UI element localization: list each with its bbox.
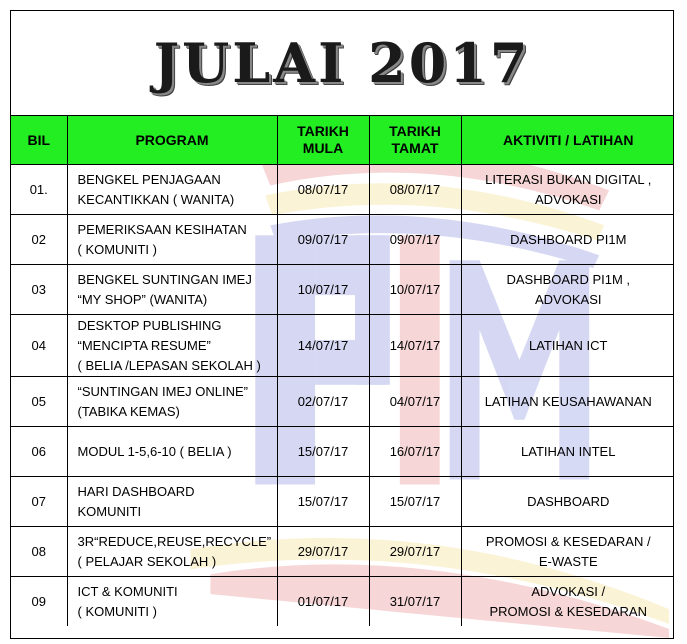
cell-aktiviti-line: LATIHAN ICT <box>529 337 608 353</box>
cell-tarikh-tamat <box>369 165 461 215</box>
cell-program-line: PEMERIKSAAN KESIHATAN <box>77 221 247 237</box>
cell-bil-line: 04 <box>31 337 46 353</box>
cell-program-line: ( BELIA /LEPASAN SEKOLAH ) <box>77 357 261 373</box>
cell-aktiviti-line: PROMOSI & KESEDARAN <box>489 603 647 619</box>
cell-bil <box>11 215 67 265</box>
title-bar <box>11 11 673 116</box>
cell-tarikh-mula <box>277 215 369 265</box>
cell-aktiviti-line: ADVOKASI / <box>531 583 606 599</box>
header-aktiviti: AKTIVITI / LATIHAN <box>461 116 674 165</box>
schedule-frame <box>10 10 674 639</box>
cell-tarikh-mula-line: 10/07/17 <box>297 281 349 297</box>
cell-program-line: ( KOMUNITI ) <box>77 241 157 257</box>
cell-aktiviti-line: ADVOKASI <box>535 291 602 307</box>
cell-program-line: “MENCIPTA RESUME” <box>77 337 211 353</box>
cell-aktiviti <box>461 577 674 627</box>
cell-aktiviti <box>461 527 674 577</box>
cell-tarikh-tamat-line: 10/07/17 <box>389 281 441 297</box>
cell-program <box>67 477 277 527</box>
cell-bil-line: 08 <box>31 543 46 559</box>
cell-aktiviti <box>461 477 674 527</box>
cell-program <box>67 265 277 315</box>
cell-bil-line: 09 <box>31 593 46 609</box>
cell-aktiviti <box>461 377 674 427</box>
cell-tarikh-tamat <box>369 377 461 427</box>
cell-program <box>67 427 277 477</box>
table-row <box>11 165 674 215</box>
header-tarikh-tamat: TARIKH TAMAT <box>369 116 461 165</box>
cell-tarikh-tamat-line: 29/07/17 <box>389 543 441 559</box>
cell-tarikh-tamat-line: 04/07/17 <box>389 393 441 409</box>
header-program: PROGRAM <box>67 116 277 165</box>
cell-bil-line: 06 <box>31 443 46 459</box>
cell-tarikh-mula-line: 14/07/17 <box>297 337 349 353</box>
cell-tarikh-mula-line: 15/07/17 <box>297 493 349 509</box>
cell-tarikh-tamat <box>369 477 461 527</box>
cell-program <box>67 165 277 215</box>
cell-tarikh-mula <box>277 477 369 527</box>
cell-aktiviti-line: DASHBOARD <box>527 493 610 509</box>
table-row <box>11 477 674 527</box>
cell-program-line: BENGKEL SUNTINGAN IMEJ <box>77 271 252 287</box>
cell-program <box>67 577 277 627</box>
cell-bil <box>11 427 67 477</box>
cell-program-line: (TABIKA KEMAS) <box>77 403 180 419</box>
cell-aktiviti <box>461 427 674 477</box>
cell-tarikh-tamat <box>369 577 461 627</box>
cell-bil-line: 03 <box>31 281 46 297</box>
cell-tarikh-mula-line: 02/07/17 <box>297 393 349 409</box>
cell-tarikh-tamat <box>369 427 461 477</box>
cell-program-line: “MY SHOP” (WANITA) <box>77 291 208 307</box>
cell-bil-line: 02 <box>31 231 46 247</box>
cell-tarikh-tamat-line: 09/07/17 <box>389 231 441 247</box>
cell-program-line: “SUNTINGAN IMEJ ONLINE” <box>77 383 248 399</box>
cell-tarikh-mula-line: 29/07/17 <box>297 543 349 559</box>
cell-tarikh-tamat-line: 14/07/17 <box>389 337 441 353</box>
cell-tarikh-tamat-line: 08/07/17 <box>389 181 441 197</box>
cell-aktiviti-line: PROMOSI & KESEDARAN / <box>485 533 651 549</box>
cell-program-line: HARI DASHBOARD <box>77 483 195 499</box>
cell-tarikh-mula <box>277 527 369 577</box>
cell-aktiviti-line: E-WASTE <box>538 553 598 569</box>
table-row <box>11 527 674 577</box>
cell-tarikh-mula-line: 15/07/17 <box>297 443 349 459</box>
table-row <box>11 377 674 427</box>
page-title: JULAI 2017 <box>153 31 531 95</box>
cell-tarikh-mula <box>277 377 369 427</box>
cell-program-line: 3R“REDUCE,REUSE,RECYCLE” <box>77 533 272 549</box>
cell-bil <box>11 577 67 627</box>
header-row <box>11 116 674 165</box>
cell-program-line: DESKTOP PUBLISHING <box>77 317 222 333</box>
header-bil: BIL <box>11 116 67 165</box>
cell-bil <box>11 315 67 377</box>
cell-program <box>67 215 277 265</box>
cell-program <box>67 527 277 577</box>
cell-aktiviti <box>461 215 674 265</box>
cell-aktiviti-line: DASHBOARD PI1M , <box>506 271 631 287</box>
cell-tarikh-tamat <box>369 215 461 265</box>
cell-bil <box>11 527 67 577</box>
cell-tarikh-tamat-line: 15/07/17 <box>389 493 441 509</box>
schedule-table <box>11 116 674 626</box>
cell-program-line: ( KOMUNITI ) <box>77 603 157 619</box>
cell-bil-line: 07 <box>31 493 46 509</box>
cell-tarikh-mula-line: 01/07/17 <box>297 593 349 609</box>
cell-tarikh-mula <box>277 315 369 377</box>
cell-program-line: ICT & KOMUNITI <box>77 583 178 599</box>
cell-aktiviti <box>461 165 674 215</box>
cell-tarikh-mula <box>277 427 369 477</box>
table-body <box>11 165 674 627</box>
cell-aktiviti-line: LATIHAN INTEL <box>521 443 616 459</box>
cell-program <box>67 377 277 427</box>
cell-bil <box>11 477 67 527</box>
cell-program-line: BENGKEL PENJAGAAN <box>77 171 221 187</box>
cell-aktiviti-line: ADVOKASI <box>535 191 602 207</box>
cell-program-line: KECANTIKKAN ( WANITA) <box>77 191 235 207</box>
table-row <box>11 577 674 627</box>
cell-program-line: KOMUNITI <box>77 503 142 519</box>
cell-tarikh-mula <box>277 165 369 215</box>
cell-tarikh-tamat-line: 31/07/17 <box>389 593 441 609</box>
cell-bil <box>11 165 67 215</box>
table-row <box>11 265 674 315</box>
cell-aktiviti <box>461 265 674 315</box>
table-row <box>11 427 674 477</box>
cell-program-line: ( PELAJAR SEKOLAH ) <box>77 553 217 569</box>
header-tarikh-mula: TARIKH MULA <box>277 116 369 165</box>
cell-bil-line: 01. <box>29 181 48 197</box>
cell-tarikh-mula <box>277 577 369 627</box>
cell-tarikh-tamat <box>369 315 461 377</box>
cell-tarikh-mula <box>277 265 369 315</box>
cell-tarikh-tamat-line: 16/07/17 <box>389 443 441 459</box>
cell-program <box>67 315 277 377</box>
cell-program-line: MODUL 1-5,6-10 ( BELIA ) <box>77 443 232 459</box>
cell-bil <box>11 265 67 315</box>
table-row <box>11 215 674 265</box>
cell-bil-line: 05 <box>31 393 46 409</box>
cell-aktiviti-line: LATIHAN KEUSAHAWANAN <box>484 393 652 409</box>
table-row <box>11 315 674 377</box>
cell-aktiviti-line: DASHBOARD PI1M <box>510 231 627 247</box>
cell-tarikh-tamat <box>369 527 461 577</box>
cell-aktiviti <box>461 315 674 377</box>
cell-aktiviti-line: LITERASI BUKAN DIGITAL , <box>485 171 652 187</box>
cell-tarikh-tamat <box>369 265 461 315</box>
cell-bil <box>11 377 67 427</box>
cell-tarikh-mula-line: 08/07/17 <box>297 181 349 197</box>
cell-tarikh-mula-line: 09/07/17 <box>297 231 349 247</box>
